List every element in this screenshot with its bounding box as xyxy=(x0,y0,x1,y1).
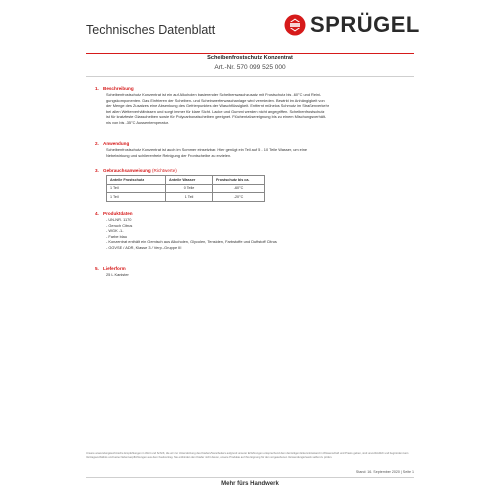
article-number: Art.-Nr. 570 099 525 000 xyxy=(214,64,286,71)
section-heading: 4. Produktdaten xyxy=(95,211,133,216)
list-item: - UN-NR. 1170 xyxy=(106,217,132,222)
table-header-cell: Anteile Frostschutz xyxy=(107,176,166,185)
list-item: - Geruch Citrus xyxy=(106,222,133,228)
table-cell: -20°C xyxy=(213,193,265,202)
brand-logo-text: SPRÜGEL xyxy=(310,12,420,37)
section-anwendung xyxy=(95,141,410,158)
document-date-page: Stand: 16. September 2020 | Seite 1 xyxy=(355,470,414,474)
table-row xyxy=(107,193,265,202)
dosing-table xyxy=(106,175,265,202)
section-text: Scheibenfrostschutz Konzentrat ist auch im Sommer einsetzbar. Hier genügt ein Teil auf 5 - 10 Teile Wasser, um eine Nebelwirkung und schlierenfreie Reinigung der Frontscheibe zu erzielen. xyxy=(106,147,308,158)
table-cell: 1 Teil xyxy=(166,193,213,202)
section-heading: 2. Anwendung xyxy=(95,141,130,146)
page-header-title: Technisches Datenblatt xyxy=(86,23,216,37)
spruegel-logo-icon xyxy=(284,14,306,36)
header-divider xyxy=(86,53,414,54)
section-heading: 5. Lieferform xyxy=(95,266,126,271)
section-produktdaten xyxy=(95,211,410,251)
table-header-row xyxy=(107,176,265,185)
section-gebrauchsanweisung xyxy=(95,168,410,202)
table-row xyxy=(107,184,265,193)
footer-divider xyxy=(86,477,414,478)
list-item: - WGK -1- xyxy=(106,228,124,234)
table-cell: 0 Teile xyxy=(166,184,213,193)
document-title: Scheibenfrostschutz Konzentrat xyxy=(207,55,293,61)
section-heading: 1. Beschreibung xyxy=(95,86,134,91)
list-item: - GGVSE / ADR, Klasse 3 / Verp.-Gruppe III xyxy=(106,244,182,250)
title-divider xyxy=(86,76,414,77)
section-heading: 3. Gebrauchsanweisung (Richtwerte) xyxy=(95,168,177,173)
table-cell: -60°C xyxy=(213,184,265,193)
table-header-cell: Anteile Wasser xyxy=(166,176,213,185)
section-text: Scheibenfrostschutz Konzentrat ist ein auf Alkoholen basierender Scheibenwaschzusatz mit Frostschutz bis -60°C und Reini- gungskomponenten. Das Einfrieren der Scheiben- und Scheinwerferwaschanlage wird vermieden. Bewirkt im Anhängigkeit von der Menge des Zusatzes eine Absenkung des Gefrierpunktes der Waschflüssigkeit. Entfernt mühelos Schmutz im Straßenverkehr bei allen Wetterverhältnissen und sorgt immer für klare Sicht. Lacke und Gummi werden nicht angegriffen. Scheibenfrostschutz ist für kratzfeste Glasscheiben sowie für Polycarbonatscheiben geeignet. Flüchentzüsereignung bis zu einem Mischungsverhält- nis von bis -35°C Aussentemperatur. xyxy=(106,92,330,125)
table-cell: 1 Teil xyxy=(107,184,166,193)
table-header-cell: Frostschutz bis ca. xyxy=(213,176,265,185)
table-cell: 1 Teil xyxy=(107,193,166,202)
list-item: 25 L Kanister xyxy=(106,272,129,277)
footer-slogan: Mehr fürs Handwerk xyxy=(221,481,279,487)
legal-disclaimer: Unsere anwendungstechnische Empfehlungen in Wort und Schrift, die wir zur Unterstützung des Käufers/Verarbeiters aufgrund unserer Erfahrungen entsprechend dem derzeitigen Erkenntnisstand in Wissenschaft und Praxis geben, sind unverbindlich und begründen kein Vertragsverhältnis und keine Nebenverpflichtungen aus dem Kaufvertrag. Sie entbinden den Käufer nicht davon, unsere Produkte auf ihre Eignung für den vorgesehenen Verwendungszweck selbst zu prüfen. xyxy=(86,452,409,459)
section-beschreibung xyxy=(95,86,410,126)
list-item: - Farbe blau xyxy=(106,233,127,239)
list-item: - Konzentrat enthält ein Gemisch aus Alkoholen, Glycolen, Tensiden, Farbstoffe und Duftstoff Citrus xyxy=(106,239,277,245)
section-lieferform xyxy=(95,266,410,278)
